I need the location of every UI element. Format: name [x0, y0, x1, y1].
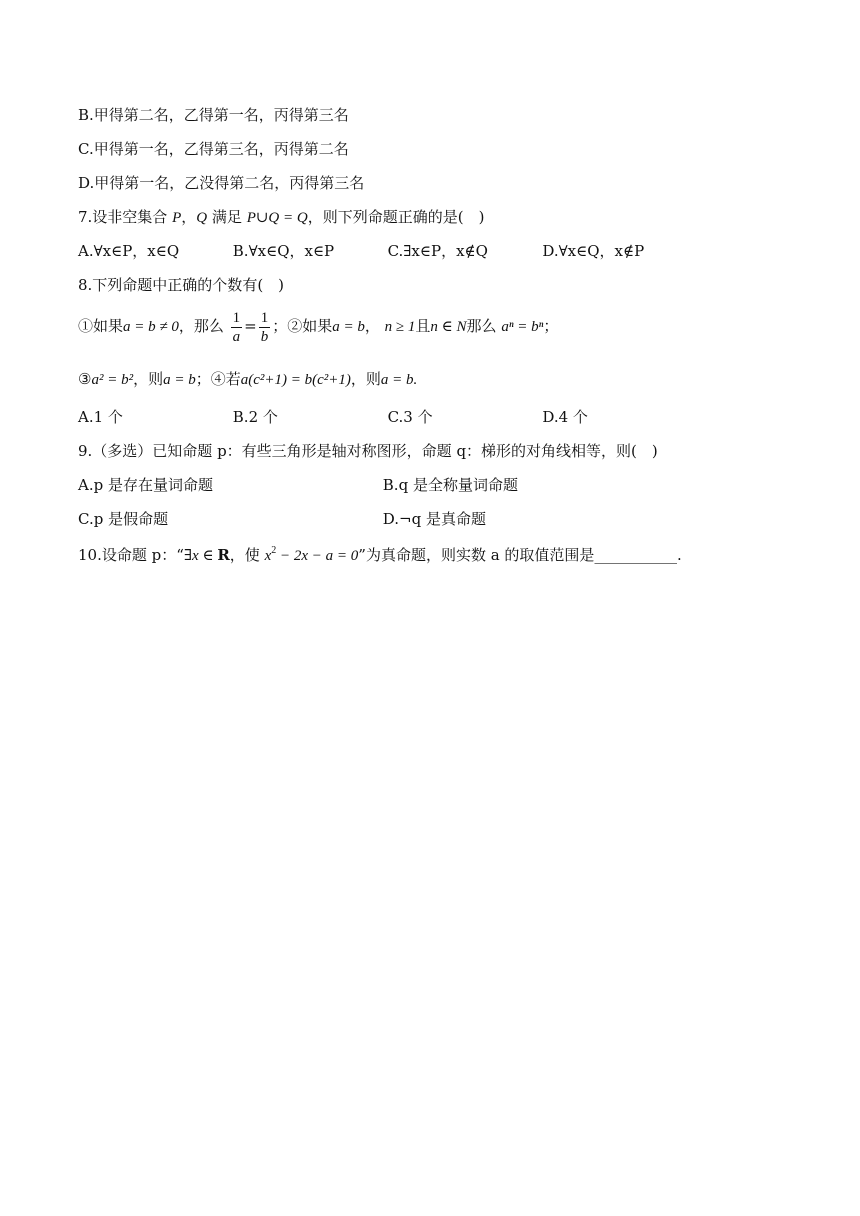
q10-stem-suffix: ”为真命题，则实数 a 的取值范围是 [358, 546, 595, 564]
q8-stem: 8.下列命题中正确的个数有( ) [78, 276, 285, 294]
q8-item4-mid: ，则 [350, 370, 381, 388]
q8-item3-prefix: ③ [78, 370, 92, 388]
q8-option-c: C.3 个 [387, 408, 433, 426]
q8-item2-cond3: n ∈ N [430, 319, 467, 335]
q8-semicolon: ； [543, 317, 559, 335]
q10-exists: ∃ [183, 548, 193, 564]
q7-satisfy: 满足 [211, 208, 242, 226]
q8-item2-prefix: ；②如果 [272, 317, 333, 335]
q8-option-a: A.1 个 [78, 408, 123, 426]
q6-option-c: C.甲得第一名，乙得第三名，丙得第二名 [78, 140, 349, 158]
q9-stem: 9.（多选）已知命题 p：有些三角形是轴对称图形，命题 q：梯形的对角线相等，则( ) [78, 442, 658, 460]
q8-item1-prefix: ①如果 [78, 317, 124, 335]
q9-option-b: B.q 是全称量词命题 [382, 476, 518, 494]
q7-option-d: D.∀x∈Q，x∉P [542, 242, 645, 260]
q7-option-b: B.∀x∈Q，x∈P [232, 242, 335, 260]
q8-item2-cond2: n ≥ 1 [384, 319, 416, 335]
q8-options [78, 407, 588, 427]
q8-option-b: B.2 个 [232, 408, 278, 426]
q8-item3-condition: a² = b² [91, 372, 134, 388]
q6-option-b: B.甲得第二名，乙得第一名，丙得第三名 [78, 106, 349, 124]
q7-options [78, 241, 644, 261]
q9-options-ab [78, 475, 518, 495]
q7-stem [78, 207, 484, 228]
q7-stem-suffix: ，则下列命题正确的是( ) [307, 208, 485, 226]
q8-item1-mid: ，那么 [178, 317, 224, 335]
q9-option-a: A.p 是存在量词命题 [78, 476, 213, 494]
q8-item1-condition: a = b ≠ 0 [123, 319, 179, 335]
q10-x-in: x ∈ [192, 548, 218, 564]
q8-item4-condition: a(c²+1) = b(c²+1) [240, 372, 351, 388]
q8-fraction-1-over-b: $\frac{1}{b}$ [260, 309, 269, 345]
q7-stem-prefix: 7.设非空集合 [78, 208, 168, 226]
q8-fraction-1-over-a: $\frac{1}{a}$ [232, 309, 241, 345]
q9-options-cd [78, 509, 486, 529]
q8-and: 且 [415, 317, 431, 335]
q10-shi: ，使 [229, 546, 260, 564]
q8-item2-cond1: a = b [332, 319, 365, 335]
q8-item2-mid: 那么 [466, 317, 497, 335]
q7-condition: P∪Q = Q [246, 210, 308, 226]
q8-item4-result: a = b. [380, 372, 418, 388]
q8-item3-mid: ，则 [133, 370, 164, 388]
q7-set-p: P [172, 210, 182, 226]
q10-stem: 10.设命题 p：“∃x ∈ R，使 $x^2 - 2x - a = 0$”为真命题，则实数 a 的取值范围是___________. [78, 545, 682, 564]
q7-comma: ， [181, 208, 197, 226]
q8-item3-result: a = b [163, 372, 196, 388]
q6-option-d: D.甲得第一名，乙没得第二名，丙得第三名 [78, 174, 365, 192]
q8-item2-result: aⁿ = bⁿ [501, 319, 544, 335]
q9-option-d: D.¬q 是真命题 [382, 510, 486, 528]
q8-items-1-2: ①如果a = b ≠ 0，那么 $\frac{1}{a}$ = $\frac{1}{b}$ ；②如果a = b， n ≥ 1且n ∈ N那么 aⁿ = bⁿ； [78, 309, 559, 345]
q8-option-d: D.4 个 [542, 408, 588, 426]
q10-equation: − 2x − a = 0 [276, 548, 359, 564]
q7-option-a: A.∀x∈P，x∈Q [78, 242, 180, 260]
q9-option-c: C.p 是假命题 [78, 510, 169, 528]
q8-item4-prefix: ；④若 [195, 370, 241, 388]
q10-answer-blank[interactable]: ___________. [594, 546, 682, 564]
q7-set-q: Q [196, 210, 208, 226]
q10-reals: R [217, 546, 230, 564]
q10-stem-prefix: 10.设命题 p：“ [78, 546, 184, 564]
q7-option-c: C.∃x∈P，x∉Q [387, 242, 488, 260]
q8-items-3-4 [78, 366, 417, 393]
